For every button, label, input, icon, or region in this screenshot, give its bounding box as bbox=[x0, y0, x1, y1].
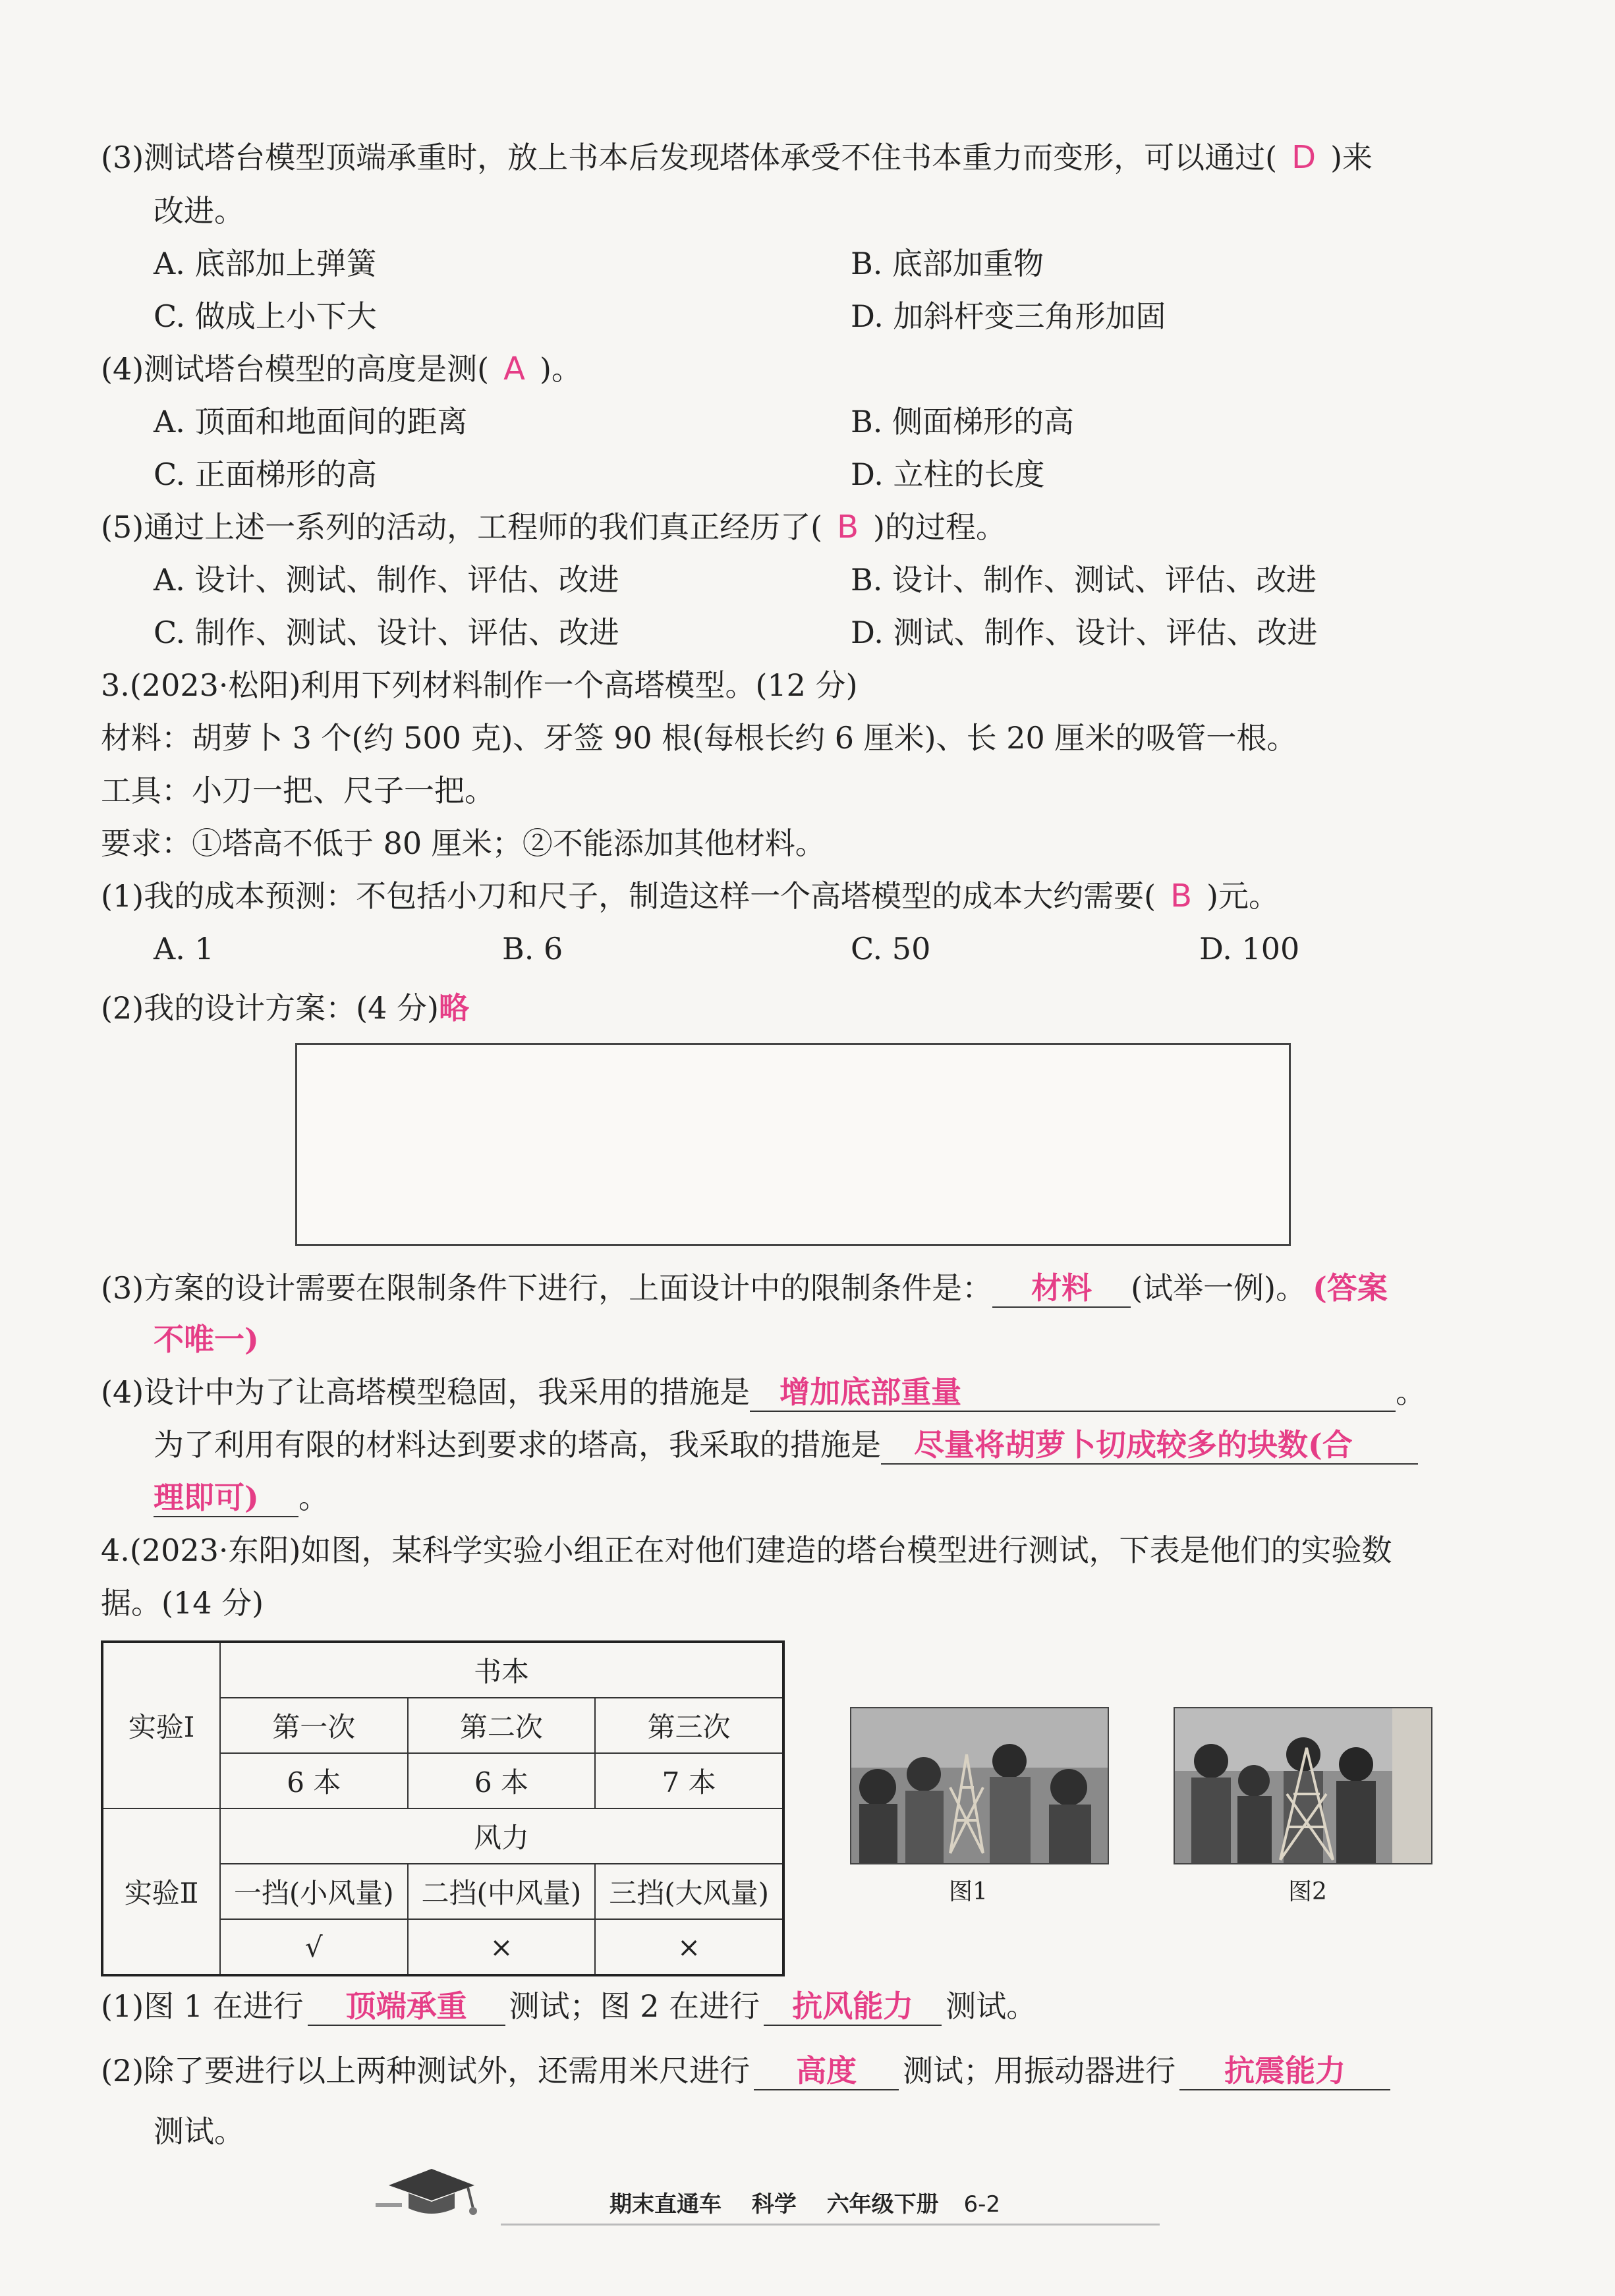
q2-p5-answer: B bbox=[837, 509, 859, 546]
q3-p2-answer: 略 bbox=[438, 990, 469, 1026]
q3-p4-answer-b: 尽量将胡萝卜切成较多的块数(合 bbox=[881, 1426, 1418, 1465]
q3-p1-option-d: D. 100 bbox=[1199, 931, 1300, 966]
q3-p4-stem-a: (4)设计中为了让高塔模型稳固，我采用的措施是 增加底部重量 。 bbox=[101, 1372, 1426, 1412]
q4-p1-answer-2: 抗风能力 bbox=[764, 1988, 942, 2026]
figure-2-photo bbox=[1174, 1707, 1432, 1864]
q2-p3-stem: (3)测试塔台模型顶端承重时，放上书本后发现塔体承受不住书本重力而变形，可以通过( D )来 bbox=[101, 139, 1373, 176]
q2-p4-option-a: A. 顶面和地面间的距离 bbox=[154, 404, 468, 439]
design-plan-box[interactable] bbox=[295, 1043, 1291, 1246]
q3-p1-option-c: C. 50 bbox=[851, 931, 931, 966]
q3-p4-stem-b: 为了利用有限的材料达到要求的塔高，我采取的措施是 尽量将胡萝卜切成较多的块数(合 bbox=[154, 1425, 1418, 1465]
q4-p2: (2)除了要进行以上两种测试外，还需用米尺进行 高度 测试；用振动器进行 抗震能力 bbox=[101, 2051, 1394, 2090]
q2-p3-answer: D bbox=[1291, 139, 1317, 176]
q3-p3-note-cont: 不唯一) bbox=[154, 1322, 259, 1357]
figure-1-illustration bbox=[851, 1708, 1108, 1863]
q2-p3-option-a: A. 底部加上弹簧 bbox=[154, 246, 377, 281]
q3-p4-answer-b-cont: 理即可) 。 bbox=[154, 1478, 329, 1517]
footer-page: 6-2 bbox=[963, 2191, 1001, 2218]
exp2-val-3: × bbox=[595, 1919, 783, 1975]
figure-1-photo bbox=[850, 1707, 1109, 1864]
graduation-cap-icon bbox=[376, 2162, 488, 2222]
q2-p4-option-d: D. 立柱的长度 bbox=[851, 457, 1045, 492]
exp1-col-3: 第三次 bbox=[595, 1698, 783, 1753]
q3-materials: 材料：胡萝卜 3 个(约 500 克)、牙签 90 根(每根长约 6 厘米)、长 20 厘米的吸管一根。 bbox=[101, 720, 1297, 756]
q2-p5-option-a: A. 设计、测试、制作、评估、改进 bbox=[154, 562, 619, 598]
exp2-val-1: √ bbox=[220, 1919, 408, 1975]
q3-header: 3.(2023·松阳)利用下列材料制作一个高塔模型。(12 分) bbox=[101, 667, 858, 703]
exp2-label: 实验Ⅱ bbox=[102, 1808, 220, 1975]
q4-header: 4.(2023·东阳)如图，某科学实验小组正在对他们建造的塔台模型进行测试，下表是他们的实验数 bbox=[101, 1532, 1392, 1568]
q2-p5-option-c: C. 制作、测试、设计、评估、改进 bbox=[154, 615, 619, 650]
q3-p2-stem: (2)我的设计方案：(4 分)略 bbox=[101, 990, 469, 1026]
q2-p4-option-b: B. 侧面梯形的高 bbox=[851, 404, 1075, 439]
q3-p1-stem: (1)我的成本预测：不包括小刀和尺子，制造这样一个高塔模型的成本大约需要( B )元。 bbox=[101, 878, 1279, 914]
exp1-group-header: 书本 bbox=[220, 1642, 783, 1698]
q4-p1: (1)图 1 在进行 顶端承重 测试；图 2 在进行 抗风能力 测试。 bbox=[101, 1986, 1036, 2026]
footer-subject: 科学 bbox=[751, 2191, 797, 2218]
figure-2-caption: 图2 bbox=[1288, 1878, 1327, 1905]
q4-p1-answer-1: 顶端承重 bbox=[308, 1988, 505, 2026]
q4-p2-answer-2: 抗震能力 bbox=[1179, 2052, 1390, 2090]
experiment-table bbox=[101, 1640, 785, 1976]
q3-p1-answer: B bbox=[1170, 878, 1193, 914]
exp1-col-2: 第二次 bbox=[408, 1698, 596, 1753]
exp2-group-header: 风力 bbox=[220, 1808, 783, 1864]
exp2-col-1: 一挡(小风量) bbox=[220, 1864, 408, 1919]
q3-p3-answer: 材料 bbox=[992, 1270, 1131, 1308]
exp1-label: 实验Ⅰ bbox=[102, 1642, 220, 1808]
figure-2-illustration bbox=[1175, 1708, 1431, 1863]
exp1-col-1: 第一次 bbox=[220, 1698, 408, 1753]
q3-p1-option-b: B. 6 bbox=[502, 931, 563, 966]
q2-p5-option-d: D. 测试、制作、设计、评估、改进 bbox=[851, 615, 1318, 650]
exp2-col-2: 二挡(中风量) bbox=[408, 1864, 596, 1919]
q2-p4-stem: (4)测试塔台模型的高度是测( A )。 bbox=[101, 350, 582, 387]
footer-info bbox=[609, 2186, 1000, 2218]
q3-p1-option-a: A. 1 bbox=[154, 931, 214, 966]
q2-p3-option-c: C. 做成上小下大 bbox=[154, 298, 377, 334]
footer-book: 期末直通车 bbox=[609, 2191, 722, 2218]
exp2-val-2: × bbox=[408, 1919, 596, 1975]
q2-p5-option-b: B. 设计、制作、测试、评估、改进 bbox=[851, 562, 1317, 598]
q3-tools: 工具：小刀一把、尺子一把。 bbox=[101, 773, 495, 808]
footer-grade: 六年级下册 bbox=[826, 2191, 939, 2218]
exp1-val-3: 7 本 bbox=[595, 1753, 783, 1808]
q3-requirements: 要求：①塔高不低于 80 厘米；②不能添加其他材料。 bbox=[101, 826, 826, 861]
exp1-val-2: 6 本 bbox=[408, 1753, 596, 1808]
q2-p5-stem: (5)通过上述一系列的活动，工程师的我们真正经历了( B )的过程。 bbox=[101, 509, 1006, 546]
exp2-col-3: 三挡(大风量) bbox=[595, 1864, 783, 1919]
footer-divider bbox=[501, 2224, 1160, 2226]
q3-p3-note: (答案 bbox=[1313, 1270, 1388, 1306]
q2-p3-option-b: B. 底部加重物 bbox=[851, 246, 1044, 281]
q4-p2-cont: 测试。 bbox=[154, 2114, 244, 2149]
exp1-val-1: 6 本 bbox=[220, 1753, 408, 1808]
q2-p3-stem-cont: 改进。 bbox=[154, 193, 244, 229]
q3-p3-stem: (3)方案的设计需要在限制条件下进行，上面设计中的限制条件是： 材料 (试举一例)。 (答案 bbox=[101, 1268, 1388, 1308]
q4-p2-answer-1: 高度 bbox=[754, 2052, 899, 2090]
q2-p4-answer: A bbox=[503, 350, 525, 387]
q2-p4-option-c: C. 正面梯形的高 bbox=[154, 457, 377, 492]
figure-1-caption: 图1 bbox=[949, 1878, 988, 1905]
q4-header-cont: 据。(14 分) bbox=[101, 1585, 264, 1621]
q3-p4-answer-a: 增加底部重量 bbox=[750, 1374, 1396, 1412]
q2-p3-option-d: D. 加斜杆变三角形加固 bbox=[851, 298, 1166, 334]
